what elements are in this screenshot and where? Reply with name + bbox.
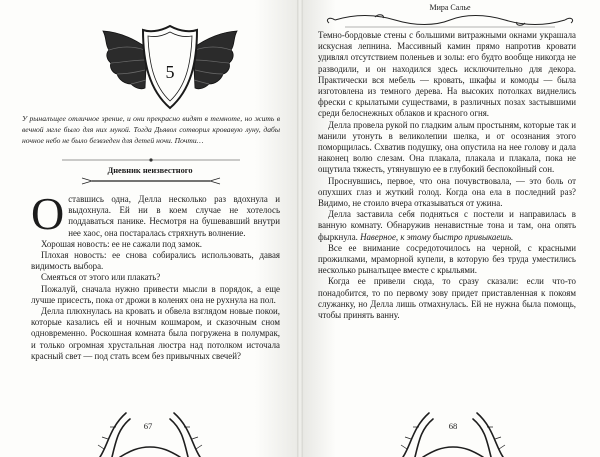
paragraph: Делла плюхнулась на кровать и обвела взглядом новые покои, которые казались ей и ночным кошмаром, и сказочным сном одновременно. Роскошная комната была погружена в полумрак, и только огромная хрустальная люстра над потолком источала красный свет — под стать всем без привычных свечей? [31,306,280,361]
thorn-roots-ornament [393,405,513,457]
paragraph: Проснувшись, первое, что она почувствовала, — это боль от опухших глаз и жуткий голод. Когда она ела в последний раз? Видимо, не стоило вчера отказываться от ужина. [318,175,576,209]
paragraph: Смеяться от этого или плакать? [41,272,161,283]
winged-shield-icon [95,18,245,113]
paragraph: Плохая новость: ее снова собирались использовать, давая видимость выбора. [31,250,280,272]
paragraph: Все ее внимание сосредоточилось на черной, с красными прожилками, мраморной купели, в которую без труда уместились несколько рыналъщее вместе с крыльями. [318,242,576,276]
paragraph: Когда ее привели сюда, то сразу сказали: если что-то понадобится, то по первому зову придет приставленная к покоям служанку, но Делла лишь отмахнулась. Ей не нужна была помощь, чтобы принять ванну. [318,276,576,321]
paragraph: Пожалуй, сначала нужно привести мысли в порядок, а еще лучше присесть, пока от дрожи в коленях она не рухнула на пол. [31,283,280,305]
right-body-text [318,30,576,321]
book-gutter [297,0,303,457]
drop-cap: О [31,188,65,239]
chapter-number: 5 [165,62,175,82]
running-header: Мира Салье [429,3,471,12]
signature-ornament [22,176,280,186]
epigraph: У рыналъщее отличное зрение, и они прекрасно видят в темноте, но жить в вечной мгле было для них мукой. Тогда Дьявол сотворил кровавую луну, дабы ночное небо не было безвзеден для детей ночи. Почти… [22,114,280,145]
paragraph: Хорошая новость: ее не сажали под замок. [41,238,202,249]
paragraph: Делла провела рукой по гладким алым простыням, которые так и манили утонуть в великолепии шелка, и от осознания этого поморщилась. Схватив подушку, она опустила на нее голову и дала наконец волю слезам. Она плакала, плакала и плакала, пока не ощутила тяжесть, утянувшую ее в глубокий беспокойный сон. [318,119,576,175]
diary-signature: Дневник неизвестного [107,166,193,175]
paragraph: Оставшись одна, Делла несколько раз вдохнула и выдохнула. Ей ни в коем случае не хотелось поддаваться панике. Несмотря на бушевавший внутри нее хаос, она постаралась стряхнуть волнение. [31,188,280,239]
right-page [300,0,600,457]
swirl-divider-ornament [315,11,585,29]
paragraph: Делла заставила себя подняться с постели и направилась в ванную комнату. Обнаружив ненавистные тона и там, она опять фыркнула. Наверное, к этому быстро привыкаешь. [318,209,576,242]
page-number: 68 [448,421,458,431]
divider-ornament [22,155,280,165]
left-body-text [31,188,280,362]
paragraph: Темно-бордовые стены с большими витражными окнами украшала искусная лепнина. Массивный камин прямо напротив кровати удивлял отсутствием поленьев и золы: его будто вообще никогда не разводили, и он находился здесь исключительно для декора. Практически вся мебель — кровать, шкафы и комоды — была изготовлена из темного дерева. На высоких потолках виднелись фрески с крылатыми существами, в различных позах застывшими среди белоснежных облаков и красного огня. [318,30,576,119]
thorn-roots-ornament [90,405,210,457]
page-number: 67 [143,421,153,431]
